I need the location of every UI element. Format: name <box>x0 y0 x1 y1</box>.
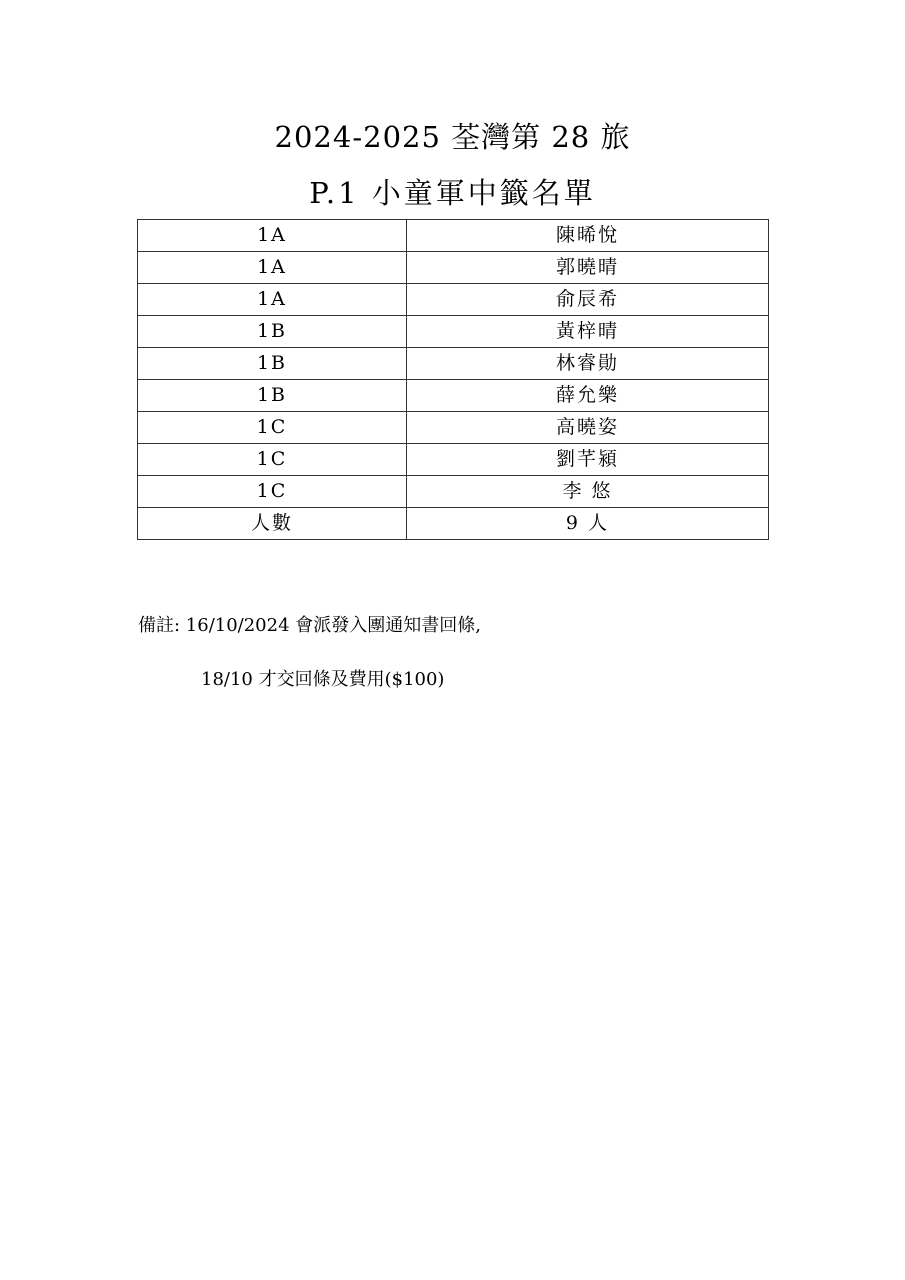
total-row <box>138 508 769 540</box>
total-label-cell: 人數 <box>138 508 407 540</box>
table-row <box>138 284 769 316</box>
class-cell: 1A <box>138 252 407 284</box>
remarks-line-2: 18/10 才交回條及費用($100) <box>201 669 445 690</box>
student-name-cell: 黃梓晴 <box>407 316 769 348</box>
student-name-cell: 俞辰希 <box>407 284 769 316</box>
roster-table <box>137 219 769 540</box>
class-cell: 1B <box>138 380 407 412</box>
class-cell: 1B <box>138 348 407 380</box>
class-cell: 1A <box>138 220 407 252</box>
student-name-cell: 陳晞悅 <box>407 220 769 252</box>
table-row <box>138 220 769 252</box>
roster-table-body <box>138 220 769 540</box>
class-cell: 1B <box>138 316 407 348</box>
document-subtitle: P.1 小童軍中籤名單 <box>309 176 596 210</box>
table-row <box>138 444 769 476</box>
class-cell: 1C <box>138 476 407 508</box>
table-row <box>138 476 769 508</box>
class-cell: 1A <box>138 284 407 316</box>
table-row <box>138 348 769 380</box>
remarks-line-1: 備註: 16/10/2024 會派發入團通知書回條, <box>138 615 481 636</box>
student-name-cell: 郭曉晴 <box>407 252 769 284</box>
table-row <box>138 412 769 444</box>
table-row <box>138 252 769 284</box>
class-cell: 1C <box>138 444 407 476</box>
student-name-cell: 高曉姿 <box>407 412 769 444</box>
student-name-cell: 李 悠 <box>407 476 769 508</box>
student-name-cell: 劉芊潁 <box>407 444 769 476</box>
class-cell: 1C <box>138 412 407 444</box>
student-name-cell: 薛允樂 <box>407 380 769 412</box>
document-title: 2024-2025 荃灣第 28 旅 <box>274 120 631 154</box>
table-row <box>138 380 769 412</box>
table-row <box>138 316 769 348</box>
total-value-cell: 9 人 <box>407 508 769 540</box>
student-name-cell: 林睿勛 <box>407 348 769 380</box>
